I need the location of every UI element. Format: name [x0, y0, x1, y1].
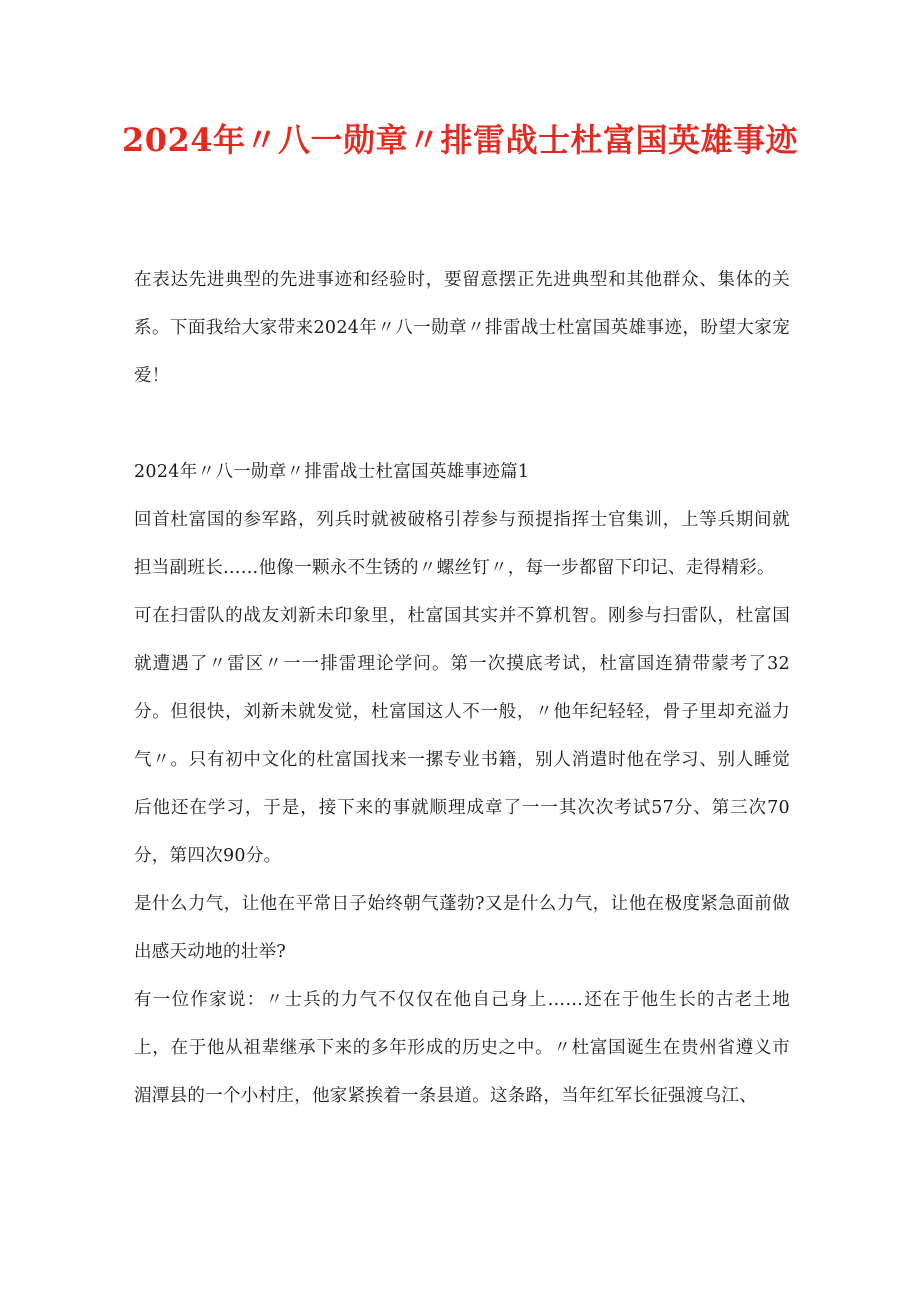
- document-title: 2024年〃八一勋章〃排雷战士杜富国英雄事迹: [121, 121, 799, 159]
- body-paragraph: 可在扫雷队的战友刘新未印象里，杜富国其实并不算机智。刚参与扫雷队，杜富国就遭遇了〃雷区〃一一排雷理论学问。第一次摸底考试，杜富国连猜带蒙考了32分。但很快，刘新未就发觉，杜富国这人不一般，〃他年纪轻轻，骨子里却充溢力气〃。只有初中文化的杜富国找来一摞专业书籍，别人消遣时他在学习、别人睡觉后他还在学习，于是，接下来的事就顺理成章了一一其次次考试57分、第三次70分，第四次90分。: [134, 606, 790, 866]
- section-heading: 2024年〃八一勋章〃排雷战士杜富国英雄事迹篇1: [134, 462, 530, 482]
- section-body: [134, 448, 790, 1120]
- intro-paragraph: 在表达先进典型的先进事迹和经验时，要留意摆正先进典型和其他群众、集体的关系。下面我给大家带来2024年〃八一勋章〃排雷战士杜富国英雄事迹，盼望大家宠爱！: [134, 270, 790, 386]
- body-paragraph: 回首杜富国的参军路，列兵时就被破格引荐参与预提指挥士官集训，上等兵期间就担当副班长……他像一颗永不生锈的〃螺丝钉〃，每一步都留下印记、走得精彩。: [134, 510, 790, 578]
- body-paragraph: 有一位作家说：〃士兵的力气不仅仅在他自己身上……还在于他生长的古老土地上，在于他从祖辈继承下来的多年形成的历史之中。〃杜富国诞生在贵州省遵义市湄潭县的一个小村庄，他家紧挨着一条县道。这条路，当年红军长征强渡乌江、: [134, 990, 790, 1106]
- body-paragraph: 是什么力气，让他在平常日子始终朝气蓬勃?又是什么力气，让他在极度紧急面前做出感天动地的壮举?: [134, 894, 790, 962]
